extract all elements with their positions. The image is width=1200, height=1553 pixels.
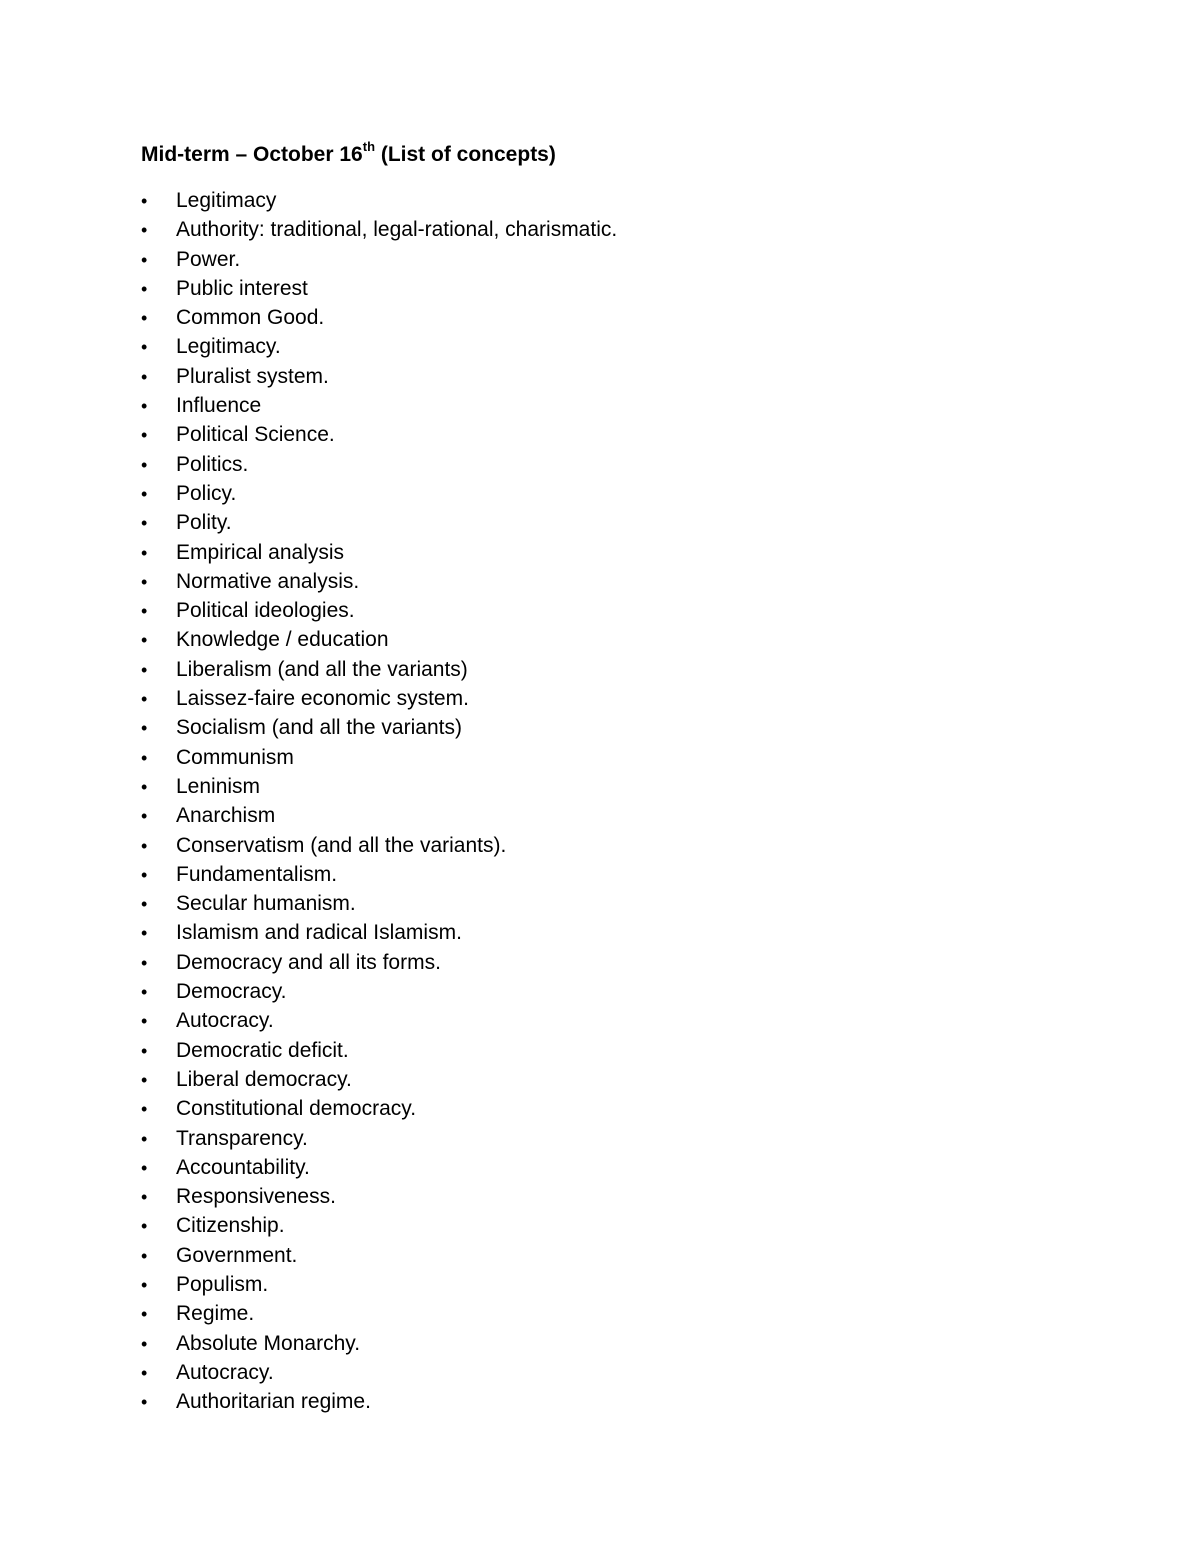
title-main: Mid-term – October 16 (141, 143, 363, 166)
list-item-text: Conservatism (and all the variants). (176, 833, 507, 857)
list-item-text: Policy. (176, 481, 237, 505)
bullet-icon: • (141, 1040, 148, 1061)
concept-list (141, 186, 617, 1416)
list-item (141, 1153, 617, 1182)
list-item-text: Political Science. (176, 423, 335, 447)
list-item-text: Government. (176, 1243, 298, 1267)
bullet-icon: • (141, 1362, 148, 1383)
list-item-text: Authority: traditional, legal-rational, charismatic. (176, 218, 618, 242)
list-item (141, 1094, 617, 1123)
list-item (141, 362, 617, 391)
list-item-text: Legitimacy. (176, 335, 281, 359)
list-item (141, 1329, 617, 1358)
list-item (141, 508, 617, 537)
list-item-text: Constitutional democracy. (176, 1097, 417, 1121)
bullet-icon: • (141, 952, 148, 973)
list-item (141, 215, 617, 244)
bullet-icon: • (141, 630, 148, 651)
bullet-icon: • (141, 1069, 148, 1090)
bullet-icon: • (141, 396, 148, 417)
bullet-icon: • (141, 278, 148, 299)
list-item (141, 1387, 617, 1416)
list-item (141, 1065, 617, 1094)
list-item-text: Anarchism (176, 804, 276, 828)
title-tail: (List of concepts) (375, 143, 556, 166)
list-item-text: Influence (176, 394, 262, 418)
list-item (141, 860, 617, 889)
list-item (141, 889, 617, 918)
list-item (141, 1241, 617, 1270)
bullet-icon: • (141, 747, 148, 768)
bullet-icon: • (141, 513, 148, 534)
list-item-text: Normative analysis. (176, 569, 360, 593)
list-item-text: Laissez-faire economic system. (176, 687, 469, 711)
bullet-icon: • (141, 337, 148, 358)
bullet-icon: • (141, 571, 148, 592)
list-item (141, 596, 617, 625)
list-item (141, 772, 617, 801)
list-item-text: Democracy. (176, 980, 287, 1004)
bullet-icon: • (141, 659, 148, 680)
bullet-icon: • (141, 718, 148, 739)
bullet-icon: • (141, 689, 148, 710)
list-item-text: Liberalism (and all the variants) (176, 657, 468, 681)
bullet-icon: • (141, 1099, 148, 1120)
list-item (141, 831, 617, 860)
bullet-icon: • (141, 1187, 148, 1208)
list-item-text: Knowledge / education (176, 628, 389, 652)
bullet-icon: • (141, 308, 148, 329)
list-item-text: Fundamentalism. (176, 862, 338, 886)
list-item-text: Pluralist system. (176, 364, 329, 388)
list-item-text: Responsiveness. (176, 1185, 336, 1209)
list-item (141, 1036, 617, 1065)
list-item (141, 743, 617, 772)
list-item-text: Communism (176, 745, 294, 769)
list-item-text: Polity. (176, 511, 232, 535)
list-item-text: Transparency. (176, 1126, 308, 1150)
bullet-icon: • (141, 425, 148, 446)
bullet-icon: • (141, 864, 148, 885)
list-item (141, 1124, 617, 1153)
list-item-text: Citizenship. (176, 1214, 285, 1238)
list-item (141, 479, 617, 508)
bullet-icon: • (141, 894, 148, 915)
list-item-text: Common Good. (176, 306, 325, 330)
bullet-icon: • (141, 601, 148, 622)
list-item-text: Politics. (176, 452, 249, 476)
list-item (141, 948, 617, 977)
list-item-text: Socialism (and all the variants) (176, 716, 462, 740)
list-item (141, 625, 617, 654)
list-item (141, 918, 617, 947)
list-item (141, 303, 617, 332)
list-item-text: Power. (176, 247, 241, 271)
list-item (141, 684, 617, 713)
list-item-text: Autocracy. (176, 1360, 274, 1384)
bullet-icon: • (141, 483, 148, 504)
list-item-text: Islamism and radical Islamism. (176, 921, 462, 945)
list-item-text: Democracy and all its forms. (176, 950, 441, 974)
list-item (141, 274, 617, 303)
list-item-text: Regime. (176, 1302, 255, 1326)
list-item-text: Absolute Monarchy. (176, 1331, 361, 1355)
list-item (141, 1299, 617, 1328)
list-item (141, 391, 617, 420)
list-item (141, 450, 617, 479)
list-item-text: Populism. (176, 1272, 269, 1296)
bullet-icon: • (141, 1304, 148, 1325)
list-item-text: Legitimacy (176, 189, 277, 212)
bullet-icon: • (141, 1274, 148, 1295)
bullet-icon: • (141, 776, 148, 797)
bullet-icon: • (141, 923, 148, 944)
bullet-icon: • (141, 542, 148, 563)
list-item-text: Democratic deficit. (176, 1038, 349, 1062)
list-item-text: Public interest (176, 276, 308, 300)
bullet-icon: • (141, 220, 148, 241)
list-item (141, 977, 617, 1006)
list-item (141, 1182, 617, 1211)
list-item (141, 713, 617, 742)
list-item (141, 1211, 617, 1240)
list-item-text: Political ideologies. (176, 599, 355, 623)
bullet-icon: • (141, 1128, 148, 1149)
bullet-icon: • (141, 366, 148, 387)
bullet-icon: • (141, 454, 148, 475)
document-title (141, 140, 556, 170)
list-item (141, 567, 617, 596)
bullet-icon: • (141, 835, 148, 856)
bullet-icon: • (141, 806, 148, 827)
list-item (141, 420, 617, 449)
list-item (141, 655, 617, 684)
bullet-icon: • (141, 982, 148, 1003)
list-item (141, 1006, 617, 1035)
list-item (141, 245, 617, 274)
bullet-icon: • (141, 1245, 148, 1266)
bullet-icon: • (141, 1157, 148, 1178)
bullet-icon: • (141, 1333, 148, 1354)
list-item (141, 332, 617, 361)
list-item (141, 538, 617, 567)
bullet-icon: • (141, 1011, 148, 1032)
list-item (141, 186, 617, 215)
bullet-icon: • (141, 191, 148, 211)
bullet-icon: • (141, 1216, 148, 1237)
list-item (141, 1270, 617, 1299)
list-item-text: Secular humanism. (176, 892, 356, 916)
list-item-text: Empirical analysis (176, 540, 345, 564)
bullet-icon: • (141, 1392, 148, 1413)
bullet-icon: • (141, 249, 148, 270)
list-item-text: Leninism (176, 774, 261, 798)
list-item (141, 801, 617, 830)
list-item-text: Accountability. (176, 1155, 310, 1179)
list-item-text: Authoritarian regime. (176, 1390, 371, 1414)
title-superscript: th (362, 139, 376, 154)
list-item-text: Autocracy. (176, 1009, 274, 1033)
list-item-text: Liberal democracy. (176, 1067, 352, 1091)
list-item (141, 1358, 617, 1387)
